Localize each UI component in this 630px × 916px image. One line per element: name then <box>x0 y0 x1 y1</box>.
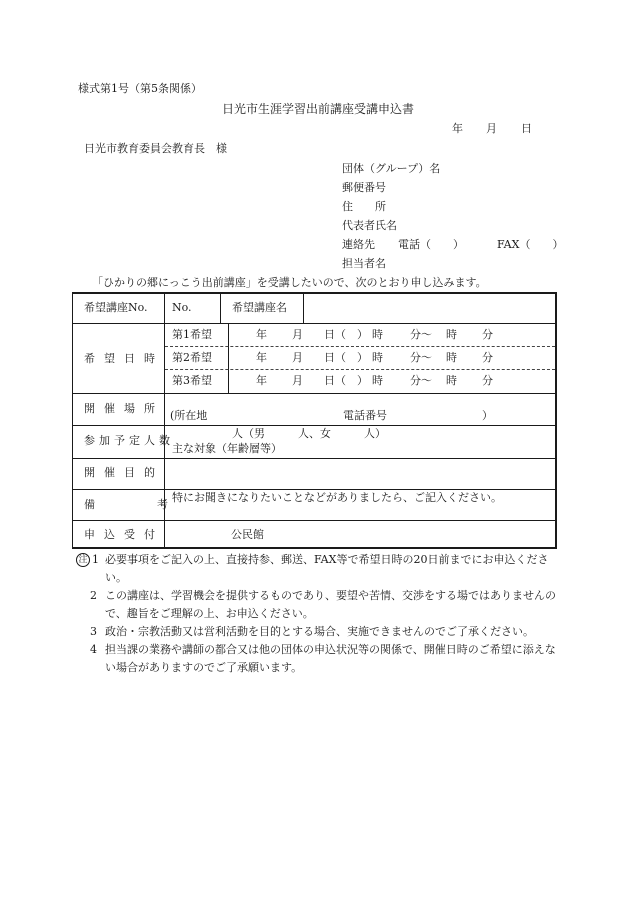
reception-label: 申込受付 <box>84 528 164 541</box>
note-2-number: 2 <box>90 589 97 602</box>
representative-label: 代表者氏名 <box>342 219 397 232</box>
choice-year: 年 <box>256 374 267 387</box>
note-mark: 注 <box>76 553 90 567</box>
choice-min-to: 分 <box>482 351 493 364</box>
choice-day: 日（ ） <box>324 351 368 364</box>
choice-hour: 時 <box>372 374 383 387</box>
datetime-label: 希望日時 <box>84 352 164 365</box>
fax-label: FAX（ ） <box>497 238 564 251</box>
choice-hour: 時 <box>372 351 383 364</box>
remarks-text: 特にお聞きになりたいことなどがありましたら、ご記入ください。 <box>172 491 502 504</box>
choice-label: 第2希望 <box>172 351 212 364</box>
choice-min-to: 分 <box>482 328 493 341</box>
note-num: 1 <box>92 553 99 566</box>
intro-text: 「ひかりの郷にっこう出前講座」を受講したいので、次のとおり申し込みます。 <box>92 276 487 289</box>
venue-phone: 電話番号 <box>343 409 387 422</box>
choice-hour: 時 <box>372 328 383 341</box>
venue-close: ） <box>482 409 493 422</box>
choice-year: 年 <box>256 351 267 364</box>
attendees-count: 人（男 人、女 人） <box>232 427 386 440</box>
choice-month: 月 <box>292 351 303 364</box>
course-name-label: 希望講座名 <box>232 301 287 314</box>
reception-value: 公民館 <box>231 528 264 541</box>
course-no-label: 希望講座No. <box>84 301 148 314</box>
note-4: 担当課の業務や講師の都合又は他の団体の申込状況等の関係で、開催日時のご希望に添えない場合がありますのでご了承願います。 <box>105 643 556 674</box>
note-1: 必要事項をご記入の上、直接持参、郵送、FAX等で希望日時の20日前までにお申込ください。 <box>105 553 549 584</box>
group-name-label: 団体（グループ）名 <box>342 162 441 175</box>
purpose-label: 開催目的 <box>84 466 164 479</box>
venue-location: (所在地 <box>170 409 208 422</box>
contact-label: 連絡先 <box>342 238 375 251</box>
phone-label: 電話（ ） <box>398 238 464 251</box>
note-3-number: 3 <box>90 625 97 638</box>
choice-year: 年 <box>256 328 267 341</box>
choice-month: 月 <box>292 374 303 387</box>
choice-day: 日（ ） <box>324 374 368 387</box>
attendees-label: 参加予定人数 <box>84 434 174 447</box>
address-label: 住 所 <box>342 200 386 213</box>
note-1-number <box>76 551 99 569</box>
note-2: この講座は、学習機会を提供するものであり、要望や苦情、交渉をする場ではありませんので、趣旨をご理解の上、お申込ください。 <box>105 589 556 620</box>
form-number: 様式第1号（第5条関係） <box>78 82 202 95</box>
choice-min-to: 分 <box>482 374 493 387</box>
date-month: 月 <box>486 122 497 135</box>
venue-label: 開催場所 <box>84 402 164 415</box>
choice-min-from: 分～ <box>410 351 432 364</box>
date-year: 年 <box>452 122 463 135</box>
remarks-label-text: 備考 <box>84 498 230 511</box>
no-label: No. <box>172 301 192 314</box>
date-day: 日 <box>521 122 532 135</box>
choice-min-from: 分～ <box>410 374 432 387</box>
choice-day: 日（ ） <box>324 328 368 341</box>
attendees-target: 主な対象（年齢層等） <box>172 442 282 455</box>
note-3: 政治・宗教活動又は営利活動を目的とする場合、実施できませんのでご了承ください。 <box>105 625 534 638</box>
form-title: 日光市生涯学習出前講座受講申込書 <box>222 102 415 116</box>
person-in-charge-label: 担当者名 <box>342 257 386 270</box>
choice-label: 第3希望 <box>172 374 212 387</box>
postal-code-label: 郵便番号 <box>342 181 386 194</box>
choice-hour-to: 時 <box>446 374 457 387</box>
choice-label: 第1希望 <box>172 328 212 341</box>
addressee: 日光市教育委員会教育長 様 <box>84 142 227 155</box>
choice-min-from: 分～ <box>410 328 432 341</box>
choice-month: 月 <box>292 328 303 341</box>
choice-hour-to: 時 <box>446 351 457 364</box>
choice-hour-to: 時 <box>446 328 457 341</box>
note-4-number: 4 <box>90 643 97 656</box>
remarks-label <box>84 498 230 512</box>
